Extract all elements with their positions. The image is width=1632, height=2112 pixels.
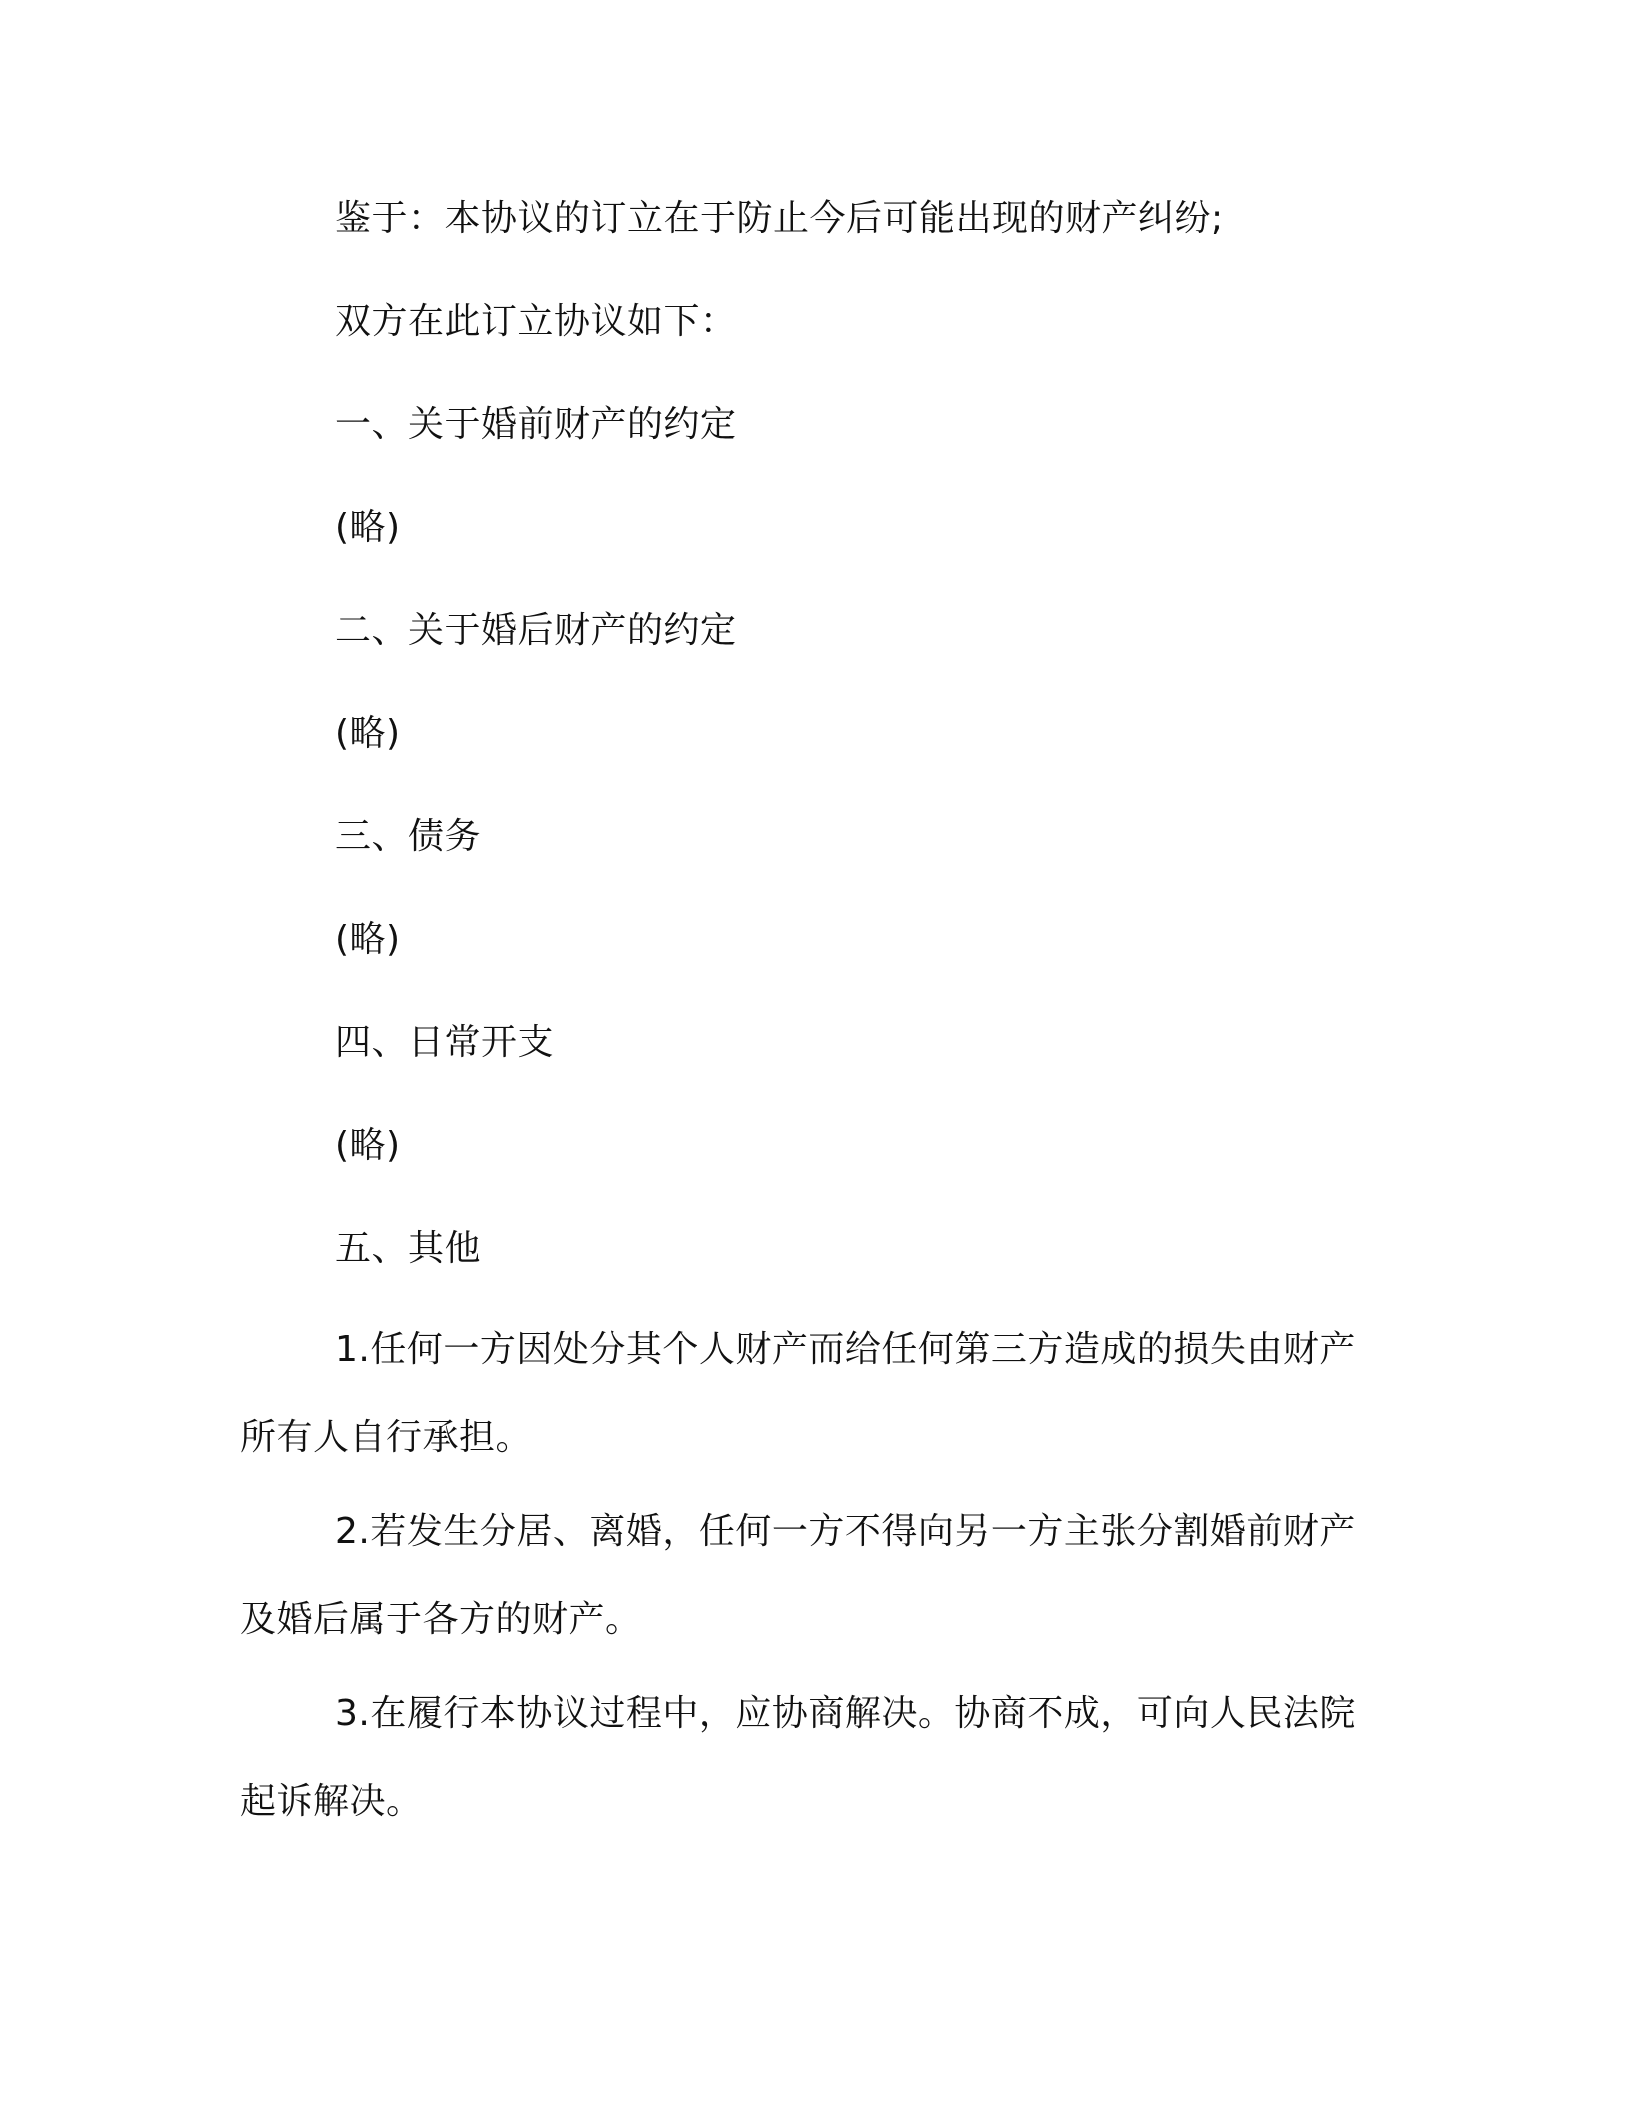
- clause-3: 3.在履行本协议过程中，应协商解决。协商不成，可向人民法院起诉解决。: [240, 1693, 1356, 1822]
- section-body-omitted: (略): [335, 919, 401, 960]
- whereas-paragraph: 鉴于：本协议的订立在于防止今后可能出现的财产纠纷;: [335, 198, 1224, 239]
- section-heading-other: 五、其他: [335, 1228, 482, 1269]
- section-heading-premarital-property: 一、关于婚前财产的约定: [335, 404, 737, 445]
- section-heading-daily-expenses: 四、日常开支: [335, 1022, 555, 1063]
- section-body-omitted: (略): [335, 713, 401, 754]
- clause-1: 1.任何一方因处分其个人财产而给任何第三方造成的损失由财产所有人自行承担。: [240, 1329, 1356, 1458]
- clause-2: 2.若发生分居、离婚，任何一方不得向另一方主张分割婚前财产及婚后属于各方的财产。: [240, 1511, 1356, 1640]
- agreement-intro: 双方在此订立协议如下：: [335, 301, 737, 342]
- section-body-omitted: (略): [335, 507, 401, 548]
- section-heading-postmarital-property: 二、关于婚后财产的约定: [335, 610, 737, 651]
- section-heading-debts: 三、债务: [335, 816, 482, 857]
- section-body-omitted: (略): [335, 1125, 401, 1166]
